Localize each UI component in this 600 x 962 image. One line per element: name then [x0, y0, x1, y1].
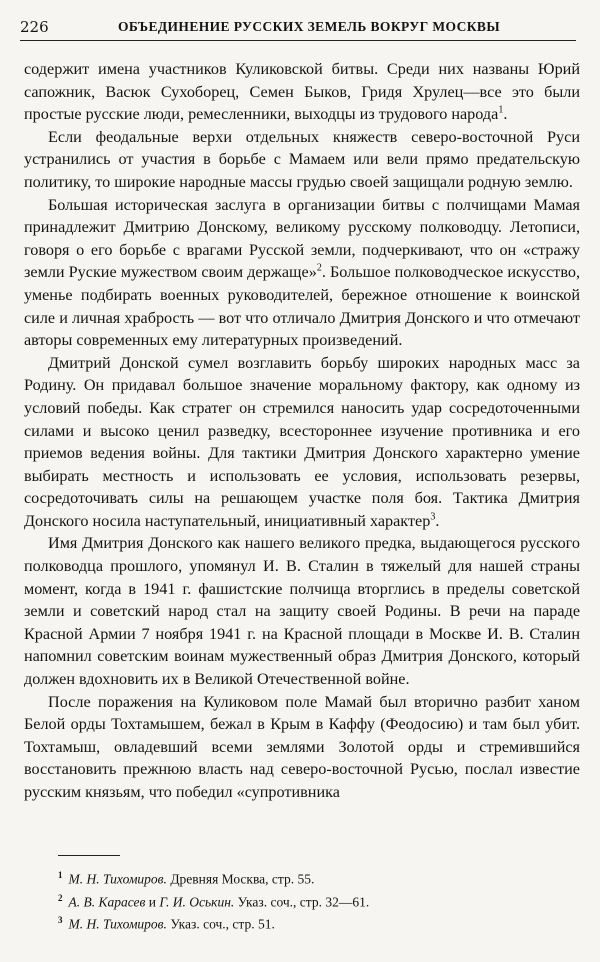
footnote-rule: [58, 855, 120, 856]
paragraph: Дмитрий Донской сумел возглавить борьбу широких народных масс за Родину. Он придавал большое значение моральному фактору, как одному из условий победы. Как стратег он стремился наносить удар сосредоточенными силами и высоко ценил разведку, всестороннее изучение противника и его приемов ведения войны. Для тактики Дмитрия Донского характерно умение выбирать местность и использовать ее условия, использовать резервы, сосредоточивать силы на решающем участке поля боя. Тактика Дмитрия Донского носила наступательный, инициативный характер$^3$.: [24, 353, 580, 530]
footnote: $^1$ М. Н. Тихомиров. Древняя Москва, стр. 55.: [58, 870, 315, 887]
header-rule: [20, 40, 576, 41]
main-text: [24, 58, 580, 804]
paragraph: Имя Дмитрия Донского как нашего великого предка, выдающегося русского полководца прошлого, упомянул И. В. Сталин в тяжелый для нашей страны момент, когда в 1941 г. фашистские полчища вторглись в пределы советской земли и советский народ стал на защиту своей Родины. В речи на параде Красной Армии 7 ноября 1941 г. на Красной площади в Москве И. В. Сталин напомнил советским воинам мужественный образ Дмитрия Донского, который должен вдохновить их в Великой Отечественной войне.: [24, 534, 580, 689]
footnote: $^3$ М. Н. Тихомиров. Указ. соч., стр. 51.: [58, 915, 275, 932]
footnote-ref: 1: [498, 104, 504, 116]
footnote: $^2$ А. В. Карасев и Г. И. Оськин. Указ. соч., стр. 32—61.: [58, 892, 370, 909]
page-header: [20, 16, 580, 38]
paragraph: содержит имена участников Куликовской битвы. Среди них названы Юрий сапожник, Васюк Сухоборец, Семен Быков, Гридя Хрулец—все это были простые русские люди, ремесленники, выходцы из трудового народа$^1$.: [24, 60, 580, 124]
paragraph: Если феодальные верхи отдельных княжеств северо-восточной Руси устранились от участия в борьбе с Мамаем или вели прямо предательскую политику, то широкие народные массы грудью своей защищали родную землю.: [24, 127, 580, 191]
footnote-ref: 3: [430, 511, 436, 523]
page-number: 226: [20, 18, 49, 36]
paragraph: После поражения на Куликовом поле Мамай был вторично разбит ханом Белой орды Тохтамышем, бежал в Крым в Каффу (Феодосию) и там был убит. Тохтамыш, овладевший всеми землями Золотой орды и стремившийся восстановить прежнюю власть над северо-восточной Русью, послал известие русским князьям, что победил «супротивника: [24, 692, 580, 801]
footnote-ref: 2: [316, 262, 322, 274]
running-title: ОБЪЕДИНЕНИЕ РУССКИХ ЗЕМЕЛЬ ВОКРУГ МОСКВЫ: [118, 19, 500, 34]
paragraph: Большая историческая заслуга в организации битвы с полчищами Мамая принадлежит Дмитрию Донскому, великому русскому полководцу. Летописи, говоря о его борьбе с врагами Русской земли, подчеркивают, что он «стражу земли Руские мужеством своим держаще»$^2$. Большое полководческое искусство, уменье подбирать военных руководителей, бережное отношение к воинской силе и личная храбрость — вот что отличало Дмитрия Донского и что отмечают авторы современных ему литературных произведений.: [24, 195, 581, 350]
footnotes: [58, 866, 578, 934]
